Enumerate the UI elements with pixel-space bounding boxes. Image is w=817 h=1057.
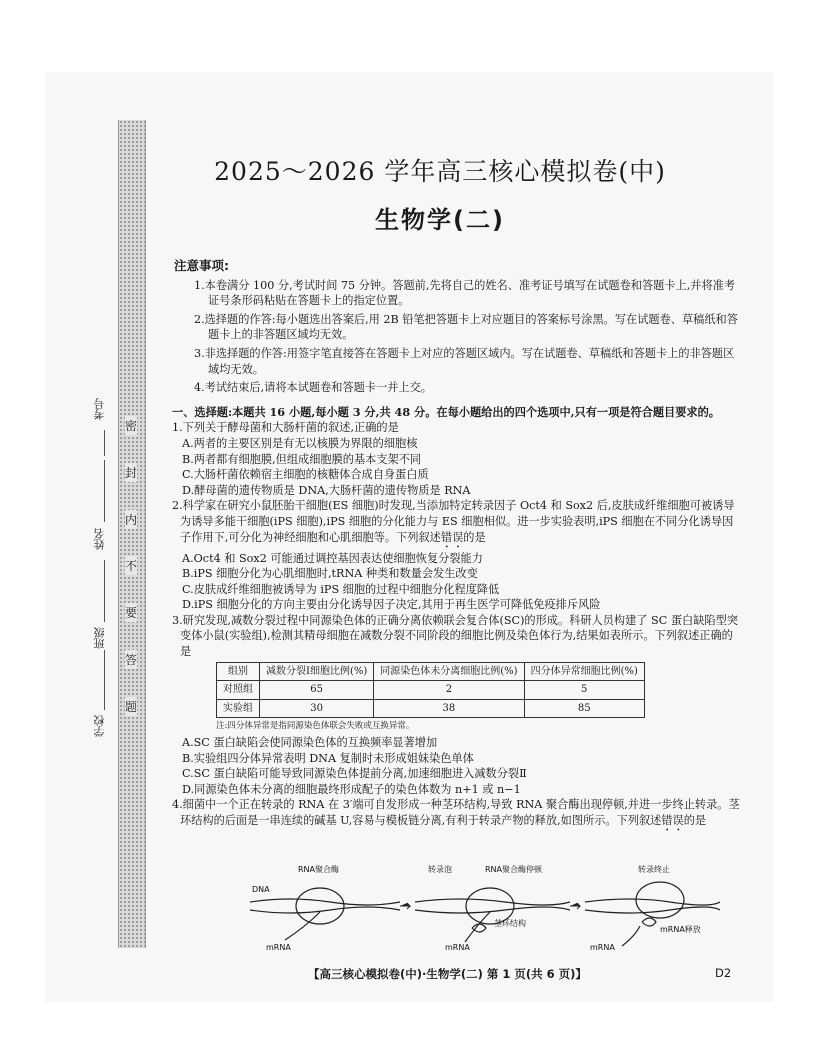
table-header: 减数分裂Ⅰ细胞比例(%) [260,662,374,681]
option: B.实验组四分体异常表明 DNA 复制时未形成姐妹染色单体 [182,751,474,765]
exam-content [172,258,742,834]
option: C.SC 蛋白缺陷可能导致同源染色体提前分离,加速细胞进入减数分裂Ⅱ [182,767,527,781]
question-stem: 3.研究发现,减数分裂过程中同源染色体的正确分离依赖联会复合体(SC)的形成。科研人员构建了 SC 蛋白缺陷型突变体小鼠(实验组),检测其精母细胞在减数分裂不同阶段的细胞比例及染色体行为,结果如表所示。下列叙述正确的是 [172,613,738,659]
seal-char: 答 [125,650,137,669]
transcription-figure [250,862,720,952]
option: A.Oct4 和 Sox2 可能通过调控基因表达使细胞恢复分裂能力 [182,551,483,565]
notice-block [172,258,742,396]
fig-label: mRNA [266,943,291,952]
field-class-line [104,560,105,622]
seal-char: 题 [125,697,137,716]
fig-label: mRNA释放 [660,925,701,934]
notice-heading: 注意事项: [174,258,229,273]
seal-char: 密 [125,416,137,435]
notice-item: 2.选择题的作答:每小题选出答案后,用 2B 铅笔把答题卡上对应题目的答案标号涂黑。写在试题卷、草稿纸和答题卡上的非答题区域均无效。 [194,312,738,342]
rna-polymerase-ellipse [296,888,344,924]
fig-label: 茎环结构 [494,919,526,928]
dna-strand-top [250,899,400,905]
field-school-line [104,650,105,710]
table-header-row [217,662,645,681]
mrna-released [622,926,640,946]
question-2 [172,498,742,613]
results-table [216,662,645,719]
option: B.两者都有细胞膜,但组成细胞膜的基本支架不同 [182,452,422,466]
question-stem: 1.下列关于酵母菌和大肠杆菌的叙述,正确的是 [172,421,399,435]
table-cell: 实验组 [217,699,260,718]
field-number-label: 考号 [93,398,106,420]
mrna-strand [465,912,490,942]
field-class-label: 班级 [93,627,106,649]
table-row [217,699,645,718]
field-school-label: 学校 [93,715,106,737]
fig-label: RNA聚合酶 [298,865,340,874]
field-name-line [104,460,105,522]
arrow-icon [570,903,580,909]
question-1 [172,420,742,498]
fig-label: mRNA [445,943,470,952]
seal-char: 要 [125,603,137,622]
option: A.两者的主要区别是有无以核膜为界限的细胞核 [182,436,418,450]
question-3 [172,613,742,798]
table-cell: 38 [374,699,524,718]
rna-polymerase-ellipse [636,882,684,918]
notice-item: 1.本卷满分 100 分,考试时间 75 分钟。答题前,先将自己的姓名、准考证号填写在试题卷和答题卡上,并将准考证号条形码粘贴在答题卡上的指定位置。 [194,278,736,308]
option: D.酵母菌的遗传物质是 DNA,大肠杆菌的遗传物质是 RNA [182,483,471,497]
dna-strand-top [585,899,720,905]
fig-label: 转录泡 [428,865,452,874]
footer-code: D2 [715,966,732,980]
section-heading: 一、选择题:本题共 16 小题,每小题 3 分,共 48 分。在每小题给出的四个选项中,只有一项是符合题目要求的。 [172,404,720,419]
seal-char: 内 [125,510,137,529]
arrow-icon [400,903,410,909]
seal-line-text [122,416,140,716]
fig-label: mRNA [590,943,615,952]
table-header: 四分体异常细胞比例(%) [524,662,644,681]
table-cell: 30 [260,699,374,718]
table-cell: 对照组 [217,681,260,700]
field-number-line [104,430,105,456]
option: D.同源染色体未分离的细胞最终形成配子的染色体数为 n+1 或 n−1 [182,782,521,796]
question-stem: 2.科学家在研究小鼠胚胎干细胞(ES 细胞)时发现,当添加特定转录因子 Oct4 和 Sox2 后,皮肤成纤维细胞可被诱导为诱导多能干细胞(iPS 细胞),iPS 细胞的分化能力与 ES 细胞相似。进一步实验表明,iPS 细胞在不同分化诱导因子作用下,可分化为神经细胞和心肌细胞等。下列叙述错误的是 [172,499,735,544]
option: D.iPS 细胞分化的方向主要由分化诱导因子决定,其用于再生医学可降低免疫排斥风险 [182,598,601,612]
option: C.皮肤成纤维细胞被诱导为 iPS 细胞的过程中细胞分化程度降低 [182,582,500,596]
option: A.SC 蛋白缺陷会使同源染色体的互换频率显著增加 [182,736,438,750]
notice-item: 4.考试结束后,请将本试题卷和答题卡一并上交。 [194,381,432,395]
dna-strand-bottom [415,907,570,913]
option: C.大肠杆菌依赖宿主细胞的核糖体合成自身蛋白质 [182,468,429,482]
seal-char: 封 [125,463,137,482]
footer-title: 【高三核心模拟卷(中)·生物学(二) 第 1 页(共 6 页)】 [308,967,587,981]
table-header: 同源染色体未分离细胞比例(%) [374,662,524,681]
seal-char: 不 [125,556,137,575]
dna-strand-bottom [585,907,720,913]
fig-label: DNA [252,885,270,894]
dna-strand-top [415,899,570,905]
table-note: 注:四分体异常是指同源染色体联会失败或互换异常。 [216,721,415,732]
exam-subtitle: 生物学(二) [375,206,505,234]
table-row [217,681,645,700]
table-cell: 85 [524,699,644,718]
question-4 [172,797,742,834]
fig-label: 转录终止 [638,865,670,874]
table-cell: 5 [524,681,644,700]
question-stem: 4.细菌中一个正在转录的 RNA 在 3′端可自发形成一种茎环结构,导致 RNA 聚合酶出现停顿,并进一步终止转录。茎环结构的后面是一串连续的碱基 U,容易与模板链分离,有利于转录产物的释放,如图所示。下列叙述错误的是 [172,798,740,827]
option: B.iPS 细胞分化为心肌细胞时,tRNA 种类和数量会发生改变 [182,567,478,581]
exam-title: 2025～2026 学年高三核心模拟卷(中) [214,157,666,186]
notice-item: 3.非选择题的作答:用签字笔直接答在答题卡上对应的答题区域内。写在试题卷、草稿纸和答题卡上的非答题区域均无效。 [194,346,735,376]
emphasis-word: 错误 [661,814,684,827]
table-cell: 65 [260,681,374,700]
mrna-strand [285,912,320,940]
field-name-label: 姓名 [93,528,106,550]
dna-strand-bottom [250,907,400,913]
stem-loop-shape [642,918,656,926]
table-header: 组别 [217,662,260,681]
fig-label: RNA聚合酶停顿 [485,865,543,874]
table-cell: 2 [374,681,524,700]
emphasis-word: 错误 [440,530,464,544]
